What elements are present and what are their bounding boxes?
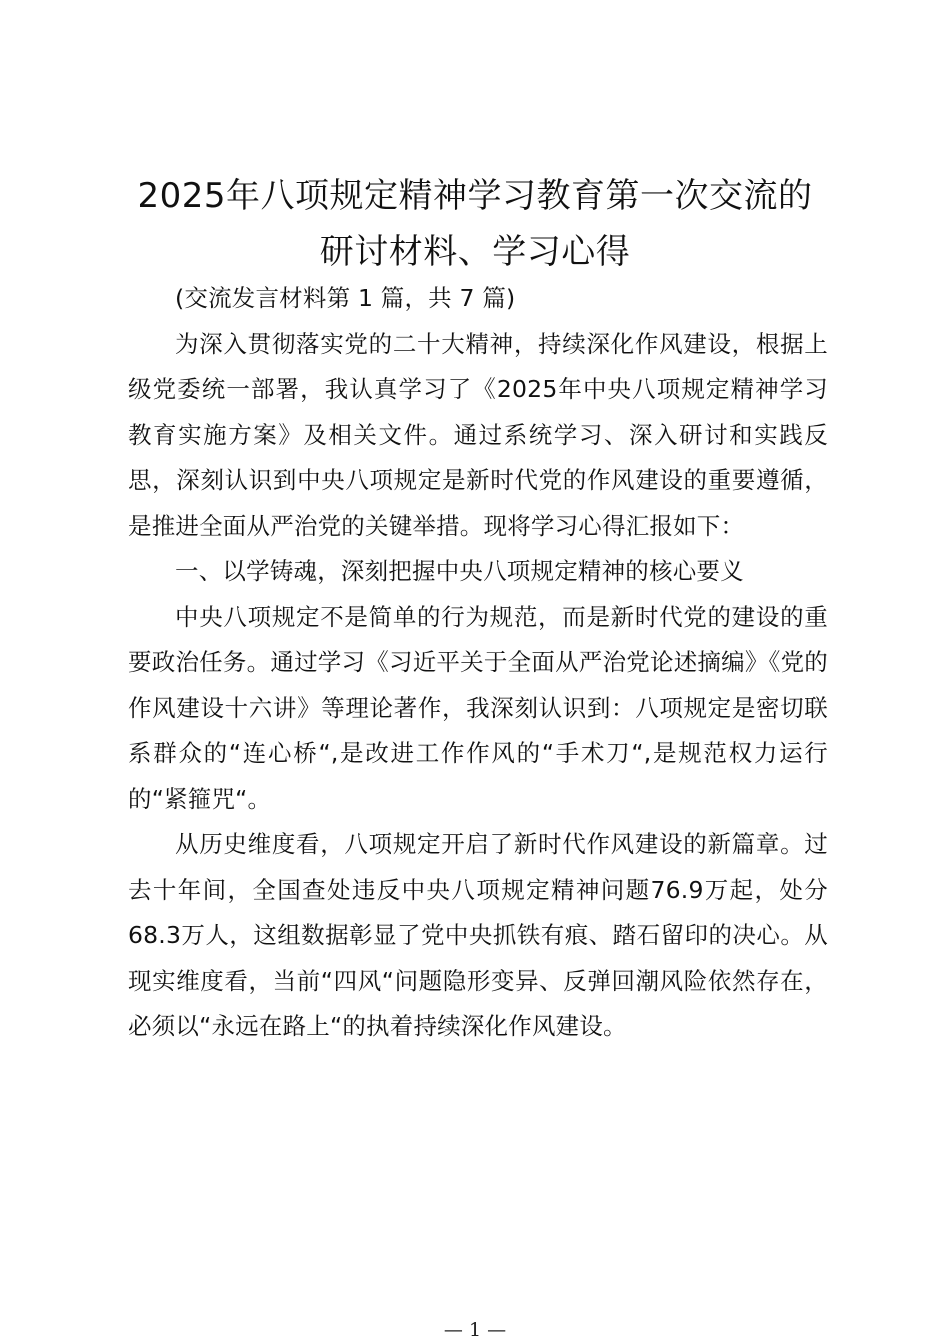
title-line-2: 研讨材料、学习心得 bbox=[319, 232, 631, 272]
document-subtitle: (交流发言材料第 1 篇，共 7 篇) bbox=[175, 284, 516, 312]
document-title bbox=[100, 168, 850, 280]
page-number: — 1 — bbox=[443, 1319, 507, 1341]
title-line-1: 2025年八项规定精神学习教育第一次交流的 bbox=[137, 176, 813, 216]
paragraph-history: 从历史维度看，八项规定开启了新时代作风建设的新篇章。过去十年间，全国查处违反中央八项规定精神问题76.9万起，处分68.3万人，这组数据彰显了党中央抓铁有痕、踏石留印的决心。从现实维度看，当前“四风“问题隐形变异、反弹回潮风险依然存在，必须以“永远在路上“的执着持续深化作风建设。 bbox=[128, 830, 828, 1040]
section-heading-1: 一、以学铸魂，深刻把握中央八项规定精神的核心要义 bbox=[175, 557, 744, 585]
paragraph-core-meaning: 中央八项规定不是简单的行为规范，而是新时代党的建设的重要政治任务。通过学习《习近平关于全面从严治党论述摘编》《党的作风建设十六讲》等理论著作，我深刻认识到：八项规定是密切联系群众的“连心桥“,是改进工作作风的“手术刀“,是规范权力运行的“紧箍咒“。 bbox=[128, 602, 828, 813]
document-body bbox=[128, 276, 828, 1050]
paragraph-intro: 为深入贯彻落实党的二十大精神，持续深化作风建设，根据上级党委统一部署，我认真学习了《2025年中央八项规定精神学习教育实施方案》及相关文件。通过系统学习、深入研讨和实践反思，深刻认识到中央八项规定是新时代党的作风建设的重要遵循，是推进全面从严治党的关键举措。现将学习心得汇报如下： bbox=[128, 329, 828, 540]
